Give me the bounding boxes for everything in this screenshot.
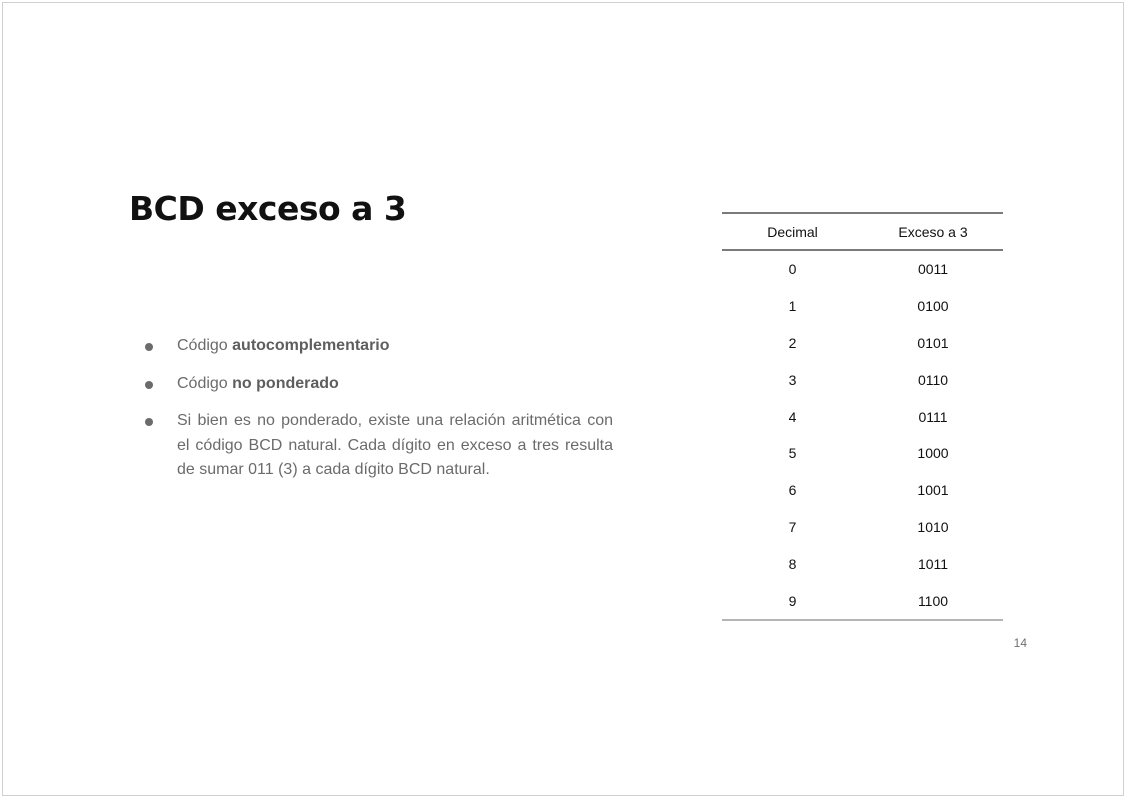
table-row [722,509,1003,546]
cell-excess-3: 1010 [917,518,949,535]
cell-decimal: 1 [788,298,797,315]
bullet-list [143,334,613,496]
bullet-text: Si bien es no ponderado, existe una relación aritmética con el código BCD natural. Cada dígito en exceso a tres resulta de sumar 011 (3) a cada dígito BCD natural. [177,412,613,478]
cell-decimal: 2 [788,334,797,351]
bullet-text: Código [177,374,233,392]
cell-excess-3: 0110 [917,371,949,388]
cell-excess-3: 0111 [918,408,948,425]
cell-decimal: 0 [788,261,797,278]
cell-decimal: 3 [788,371,797,388]
bullet-item [143,334,613,359]
excess-3-table [722,212,1003,621]
cell-excess-3: 1001 [917,482,949,499]
bullet-item [143,409,613,483]
bullet-item [143,372,613,397]
bullet-text: Código [177,337,233,354]
column-header-excess-3: Exceso a 3 [898,223,968,240]
cell-excess-3: 1011 [917,555,949,572]
bullet-emphasis: no ponderado [232,374,339,392]
table-row [722,250,1003,288]
cell-decimal: 6 [788,482,797,499]
bullet-dot-icon [145,343,153,351]
table-row [722,325,1003,362]
cell-excess-3: 0101 [917,334,949,351]
column-header-decimal: Decimal [767,223,818,240]
bullet-dot-icon [145,418,153,426]
table-row [722,361,1003,398]
table-row [722,472,1003,509]
slide [2,2,1124,796]
cell-excess-3: 1000 [917,445,949,462]
table-header-row [722,213,1003,250]
cell-decimal: 8 [788,555,797,572]
table-row [722,582,1003,620]
bullet-emphasis: autocomplementario [232,337,390,354]
cell-decimal: 7 [788,518,797,535]
cell-excess-3: 1100 [917,592,949,609]
cell-excess-3: 0011 [917,261,949,278]
cell-excess-3: 0100 [917,298,949,315]
slide-title: BCD exceso a 3 [129,189,407,228]
table-row [722,288,1003,325]
page-number: 14 [1013,636,1027,650]
table-row [722,545,1003,582]
cell-decimal: 5 [788,445,797,462]
table-row [722,435,1003,472]
bullet-dot-icon [145,381,153,389]
table-row [722,398,1003,435]
cell-decimal: 4 [788,408,797,425]
cell-decimal: 9 [788,592,797,609]
